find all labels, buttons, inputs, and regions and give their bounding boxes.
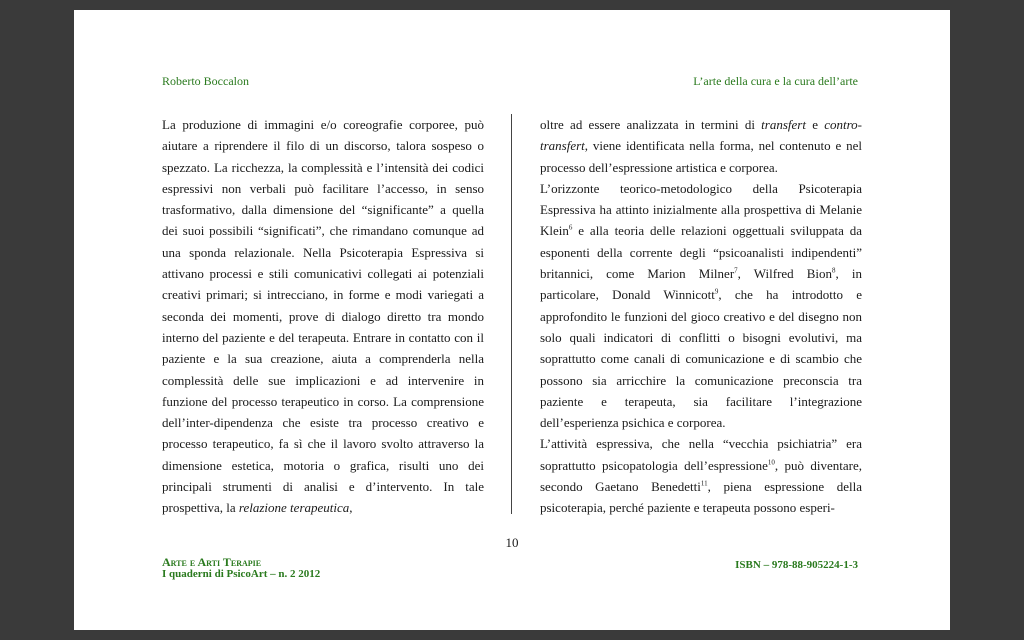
running-head-author: Roberto Boccalon	[162, 74, 249, 88]
paragraph-text: L’orizzonte teorico-metodologico della Psicoterapia Espressiva ha attinto inizialmente alla prospettiva di Melanie Klein	[540, 180, 862, 239]
footnote-ref[interactable]: 6	[568, 224, 573, 233]
paragraph	[162, 114, 484, 519]
paragraph-text: , viene identificata nella forma, nel contenuto e nel processo dell’espressione artistica e corporea.	[540, 138, 862, 175]
paragraph	[540, 178, 862, 434]
italic-term: transfert	[761, 117, 806, 132]
italic-term: relazione terapeutica	[238, 500, 350, 516]
footnote-ref[interactable]: 7	[734, 266, 738, 275]
isbn: ISBN – 978-88-905224-1-3	[735, 559, 858, 571]
right-column	[540, 114, 862, 519]
running-head-title: L’arte della cura e la cura dell’arte	[693, 74, 858, 88]
paragraph-text: , che ha introdotto e approfondito le funzioni del gioco creativo e del disegno non solo quali indicatori di conflitti o bisogni evolutivi, ma soprattutto come canali di comunicazione e di scambio che possono sia arricchire la comunicazione preconscia tra paziente e terapeuta, sia facilitare l’integrazione dell’esperienza psichica e corporea.	[540, 287, 863, 431]
journal-title: Arte e Arti Terapie	[162, 555, 262, 569]
paragraph-text: oltre ad essere analizzata in termini di	[540, 117, 762, 132]
journal-subtitle: I quaderni di PsicoArt – n. 2 2012	[162, 568, 321, 580]
footer-journal	[162, 556, 320, 580]
footnote-ref[interactable]: 9	[714, 288, 719, 297]
paragraph-text: , Wilfred Bion	[737, 266, 833, 282]
footnote-ref[interactable]: 11	[700, 479, 708, 488]
book-page	[74, 10, 950, 630]
paragraph-text: , può diventare, secondo Gaetano Benedetti	[540, 457, 862, 495]
footnote-ref[interactable]: 8	[832, 266, 836, 275]
left-column	[162, 114, 484, 519]
footnote-ref[interactable]: 10	[767, 458, 775, 467]
paragraph-text: La produzione di immagini e/o coreografie corporee, può aiutare a riprendere il filo di un discorso, talora sospeso o spezzato. La ricchezza, la complessità e l’intensità dei codici espressivi non verbali può facilitare l’accesso, in senso trasformativo, dalla dimensione del “significante” a quella dei suoi possibili “significati”, che rimandano comunque ad una sponda relazionale. Nella Psicoterapia Espressiva si attivano processi e stili comunicativi collegati ai potenziali creativi primari; si intrecciano, in forme e modi variegati a seconda dei momenti, prove di dialogo diretto tra mondo interno del paziente e del terapeuta. Entrare in contatto con il paziente e la sua creazione, aiuta a comprenderla nella complessità delle sue implicazioni e ad intervenire in funzione del processo terapeutico in corso. La comprensione dell’inter-dipendenza che esiste tra processo creativo e processo terapeutico, fa sì che il lavoro svolto attraverso la dimensione estetica, motoria o grafica, risulti uno dei principali strumenti di analisi e d’intervento. In tale prospettiva, la	[162, 117, 484, 516]
paragraph-text: e alla teoria delle relazioni oggettuali sviluppata da esponenti della corrente degli “psicoanalisti indipendenti” britannici, come Marion Milner	[540, 223, 862, 282]
punctuation: ,	[349, 500, 353, 516]
page-number: 10	[505, 535, 519, 550]
paragraph-text: L’attività espressiva, che nella “vecchia psichiatria” era soprattutto psicopatologia dell’espressione	[540, 436, 862, 473]
paragraph	[540, 433, 862, 518]
paragraph-text: , in particolare, Donald Winnicott	[540, 266, 862, 303]
paragraph	[540, 114, 862, 178]
paragraph-text: e	[805, 117, 825, 132]
paragraph-text: , piena espressione della psicoterapia, perché paziente e terapeuta possono esperi-	[540, 479, 863, 516]
column-divider	[511, 114, 512, 514]
italic-term: contro-transfert	[540, 117, 862, 154]
